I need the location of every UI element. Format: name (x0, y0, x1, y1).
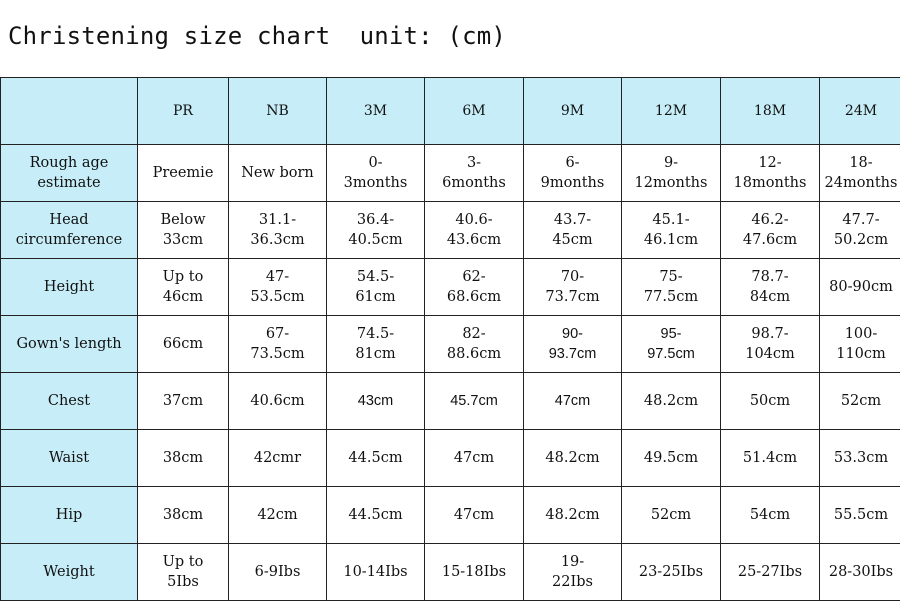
table-cell: 82- 88.6cm (425, 316, 524, 373)
table-cell: 74.5- 81cm (327, 316, 425, 373)
table-cell: 52cm (820, 373, 900, 430)
table-cell: 6- 9months (524, 145, 622, 202)
table-cell: 54cm (721, 487, 820, 544)
row-label: Head circumference (1, 202, 138, 259)
table-cell: 3- 6months (425, 145, 524, 202)
table-cell: 47- 53.5cm (229, 259, 327, 316)
table-cell: 48.2cm (524, 430, 622, 487)
table-cell: 47cm (425, 430, 524, 487)
table-cell: 80-90cm (820, 259, 900, 316)
table-cell: 45.7cm (425, 373, 524, 430)
table-cell: 40.6cm (229, 373, 327, 430)
table-cell: 18- 24months (820, 145, 900, 202)
header-row (1, 78, 900, 145)
table-cell: 55.5cm (820, 487, 900, 544)
table-cell: New born (229, 145, 327, 202)
table-cell: 67- 73.5cm (229, 316, 327, 373)
column-header: 18M (721, 78, 820, 145)
table-cell: 46.2- 47.6cm (721, 202, 820, 259)
table-cell: 23-25Ibs (622, 544, 721, 601)
table-cell: 43.7- 45cm (524, 202, 622, 259)
column-header: 24M (820, 78, 900, 145)
table-cell: 37cm (138, 373, 229, 430)
table-row (1, 373, 900, 430)
table-row (1, 316, 900, 373)
row-label: Hip (1, 487, 138, 544)
table-cell: 45.1- 46.1cm (622, 202, 721, 259)
table-cell: 12- 18months (721, 145, 820, 202)
column-header: 6M (425, 78, 524, 145)
table-cell: 6-9Ibs (229, 544, 327, 601)
table-row (1, 487, 900, 544)
table-cell: 47cm (524, 373, 622, 430)
column-header: 9M (524, 78, 622, 145)
table-cell: 70- 73.7cm (524, 259, 622, 316)
table-cell: 31.1- 36.3cm (229, 202, 327, 259)
column-header: NB (229, 78, 327, 145)
table-cell: 28-30Ibs (820, 544, 900, 601)
table-cell: 48.2cm (622, 373, 721, 430)
table-cell: 100- 110cm (820, 316, 900, 373)
size-chart-table (0, 77, 900, 601)
table-cell: 38cm (138, 430, 229, 487)
table-cell: 38cm (138, 487, 229, 544)
table-cell: 42cm (229, 487, 327, 544)
table-row (1, 145, 900, 202)
table-cell: 10-14Ibs (327, 544, 425, 601)
table-row (1, 202, 900, 259)
table-cell: 25-27Ibs (721, 544, 820, 601)
table-cell: 66cm (138, 316, 229, 373)
table-cell: 49.5cm (622, 430, 721, 487)
table-cell: 36.4- 40.5cm (327, 202, 425, 259)
table-cell: 98.7- 104cm (721, 316, 820, 373)
column-header: 3M (327, 78, 425, 145)
row-label: Height (1, 259, 138, 316)
table-cell: 52cm (622, 487, 721, 544)
row-label: Gown's length (1, 316, 138, 373)
table-cell: 44.5cm (327, 487, 425, 544)
table-cell: 75- 77.5cm (622, 259, 721, 316)
table-cell: 15-18Ibs (425, 544, 524, 601)
table-cell: 53.3cm (820, 430, 900, 487)
table-cell: Up to 5Ibs (138, 544, 229, 601)
table-cell: 47.7- 50.2cm (820, 202, 900, 259)
table-cell: 43cm (327, 373, 425, 430)
page-title: Christening size chart unit: (cm) (8, 22, 507, 50)
table-cell: 48.2cm (524, 487, 622, 544)
table-cell: 0- 3months (327, 145, 425, 202)
table-cell: 51.4cm (721, 430, 820, 487)
column-header: 12M (622, 78, 721, 145)
table-cell: 42cmr (229, 430, 327, 487)
table-cell: 47cm (425, 487, 524, 544)
table-cell: 90- 93.7cm (524, 316, 622, 373)
table-row (1, 544, 900, 601)
table-cell: 44.5cm (327, 430, 425, 487)
table-cell: 9- 12months (622, 145, 721, 202)
table-cell: Preemie (138, 145, 229, 202)
table-cell: Below 33cm (138, 202, 229, 259)
table-cell: 54.5- 61cm (327, 259, 425, 316)
table-row (1, 430, 900, 487)
row-label: Rough age estimate (1, 145, 138, 202)
column-header: PR (138, 78, 229, 145)
table-cell: Up to 46cm (138, 259, 229, 316)
table-cell: 19- 22Ibs (524, 544, 622, 601)
row-label: Waist (1, 430, 138, 487)
table-cell: 40.6- 43.6cm (425, 202, 524, 259)
table-cell: 62- 68.6cm (425, 259, 524, 316)
row-label: Chest (1, 373, 138, 430)
table-row (1, 259, 900, 316)
row-label: Weight (1, 544, 138, 601)
corner-cell (1, 78, 138, 145)
table-cell: 78.7- 84cm (721, 259, 820, 316)
table-cell: 50cm (721, 373, 820, 430)
table-cell: 95- 97.5cm (622, 316, 721, 373)
